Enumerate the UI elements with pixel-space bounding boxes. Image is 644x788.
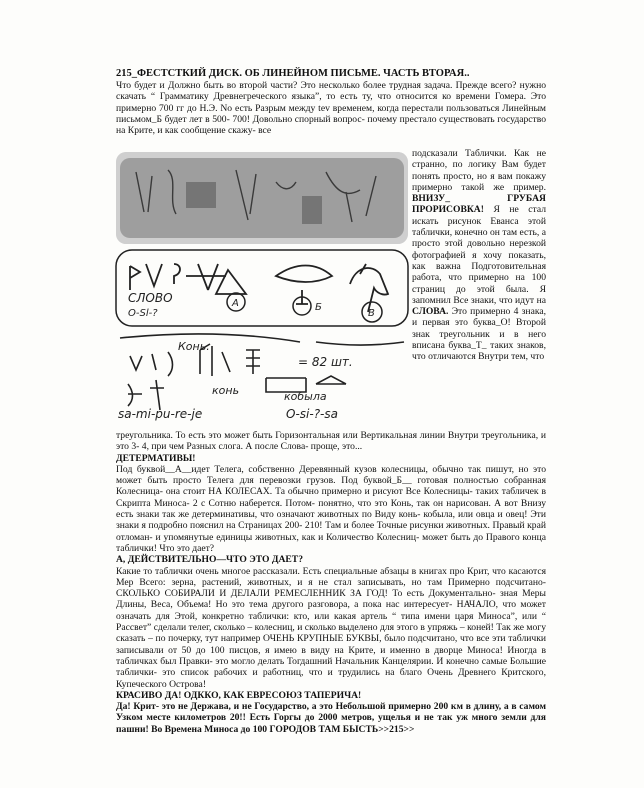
tablet-photo xyxy=(116,152,408,244)
label-slovo-sub: О-Sl-? xyxy=(128,308,158,319)
after-text-1: треугольника. То есть это может быть Горизонтальная или Вертикальная линии Внутри треугольника, и это 3- 4, при чем Разных слога. А после Слова- проще, это... xyxy=(116,430,546,453)
heading-beautiful: КРАСИВО ДА! ОДККО, КАК ЕВРЕСОЮЗ ТАПЕРИЧА! xyxy=(116,689,362,701)
label-sa-mi: sa-mi-pu-re-je xyxy=(118,407,203,421)
page-title: 215_ФЕСТСТКИЙ ДИСК. ОБ ЛИНЕЙНОМ ПИСЬМЕ. ЧАСТЬ ВТОРАЯ.. xyxy=(116,68,470,79)
label-a: А xyxy=(232,298,239,309)
label-kon-top: Конь. xyxy=(178,340,210,353)
label-slovo: СЛОВО xyxy=(128,291,173,305)
tracing-top-row xyxy=(116,246,408,328)
label-kon: конь xyxy=(212,384,240,397)
side-text: подсказали Таблички. Как не странно, по логику Вам будет понять просто, но я вам покажу примерно такой же пример. xyxy=(412,148,546,193)
label-count: = 82 шт. xyxy=(298,355,353,369)
side-word-slova: СЛОВА. xyxy=(412,306,449,318)
heading-determinatives: ДЕТЕРМАТИВЫ! xyxy=(116,452,196,464)
after-text-3: Какие то таблички очень многое рассказали. Есть специальные абзацы в книгах про Крит, что касаются Мер Всего: зерна, растений, животных, и я не стал записывать, но там Примерно подсчитано- СКОЛЬКО СОБИРАЛИ И ДЕЛАЛИ РЕМЕСЛЕННИК ЗА ГОД! То есть Документально- зная Меры Длины, Веса, Объема! Но это тема другого разговора, а пока нас интересует- НАЧАЛО, что может означать для Этой, конкретно таблички: кто, или какая артель “ типа имени царя Миноса”, или “ Рассвет” сделали телег, сколько – колесниц, и сколько выделено для этого в упряжь – коней! Так же могу сказать – по почерку, тут например ОЧЕНЬ КРУПНЫЕ БУКВЫ, было подсчитано, что все эти таблички записывали от 50 до 100 писцов, я имею в виду на Крите, и именно в дворце Миноса! Иногда в табличках был Правки- это могло делать Тогдашний Начальник Канцелярии. И конечно самые Большие таблички- это список рабочих и работниц, что и трудились на благо Очень Древнего Критского, Купеческого Острова! xyxy=(116,565,546,690)
tracing-bottom-row xyxy=(116,328,408,424)
main-continuation xyxy=(116,430,546,735)
label-kobyla: кобыла xyxy=(284,390,327,403)
label-v: В xyxy=(368,308,375,319)
side-text-2: Я не стал искать рисунок Еванса этой таблички, конечно он там есть, а просто этой довольно нерезкой фотографией я хочу показать, как важна Подготовительная работа, что примерно на 100 страниц до этой была. Я запомнил Все знаки, что идут на xyxy=(412,204,546,306)
label-b: Б xyxy=(315,302,322,313)
label-o-si: O-si-?-sa xyxy=(286,407,338,421)
after-text-2: Под буквой__А__идет Телега, собственно Деревянный кузов колесницы, обычно так пишут, но это может быть просто Телега для перевозки грузов. Под буквой_Б__ готовая полностью собранная Колесница- она стоит НА КОЛЕСАХ. Та обычно примерно и рисуют Все Колесницы- таких табличек в Скрипта Миноса- 2 с Сотню наберется. Потом- понятно, что это Конь, так он нарисован. А вот Внизу есть знаки так же детерминативы, что означают животных по Виду конь- кобыла, или овца и овец! Эти знаки я подробно пояснил на Страницах 200- 210! Там и более Точные рисунки животных. Правый край отломан- и упомянутые единицы животных, как и Количество Колесниц- может быть до Правого конца таблички! Что это дает? xyxy=(116,463,546,554)
heading-what-gives: А, ДЕЙСТВИТЕЛЬНО—ЧТО ЭТО ДАЕТ? xyxy=(116,554,303,566)
side-heading: ВНИЗУ_ ГРУБАЯ ПРОРИСОВКА! xyxy=(412,193,546,216)
intro-paragraph: Что будет и Должно быть во второй части? Это несколько более трудная задача. Прежде всего? нужно скачать “ Грамматику Древнегреческого языка”, то есть ту, что относится ко времени Гомера. Это примерно 700 гг до Н.Э. No есть Разрым между tev временем, когда перестали пользоваться Линейным письмом_Б будет лет в 500- 700! Довольно спорный вопрос- почему престало существовать государство на Крите, и как сообщение скажу- все xyxy=(116,80,546,137)
side-column xyxy=(412,148,546,363)
side-text-3: Это примерно 4 знака, и первая это буква_О! Второй знак треугольник и в него вписана буква_Т_ таких знаков, что отличаются Внутри тем, что xyxy=(412,306,546,363)
after-text-4: Да! Крит- это не Держава, и не Государство, а это Небольшой примерно 200 км в длину, а в самом Узком месте километров 20!! Есть Горгы до 2000 метров, ущелья и не так уж много земли для пашни! Во Времена Миноса до 100 ГОРОДОВ ТАМ БЫСТЬ>>215>> xyxy=(116,701,546,735)
